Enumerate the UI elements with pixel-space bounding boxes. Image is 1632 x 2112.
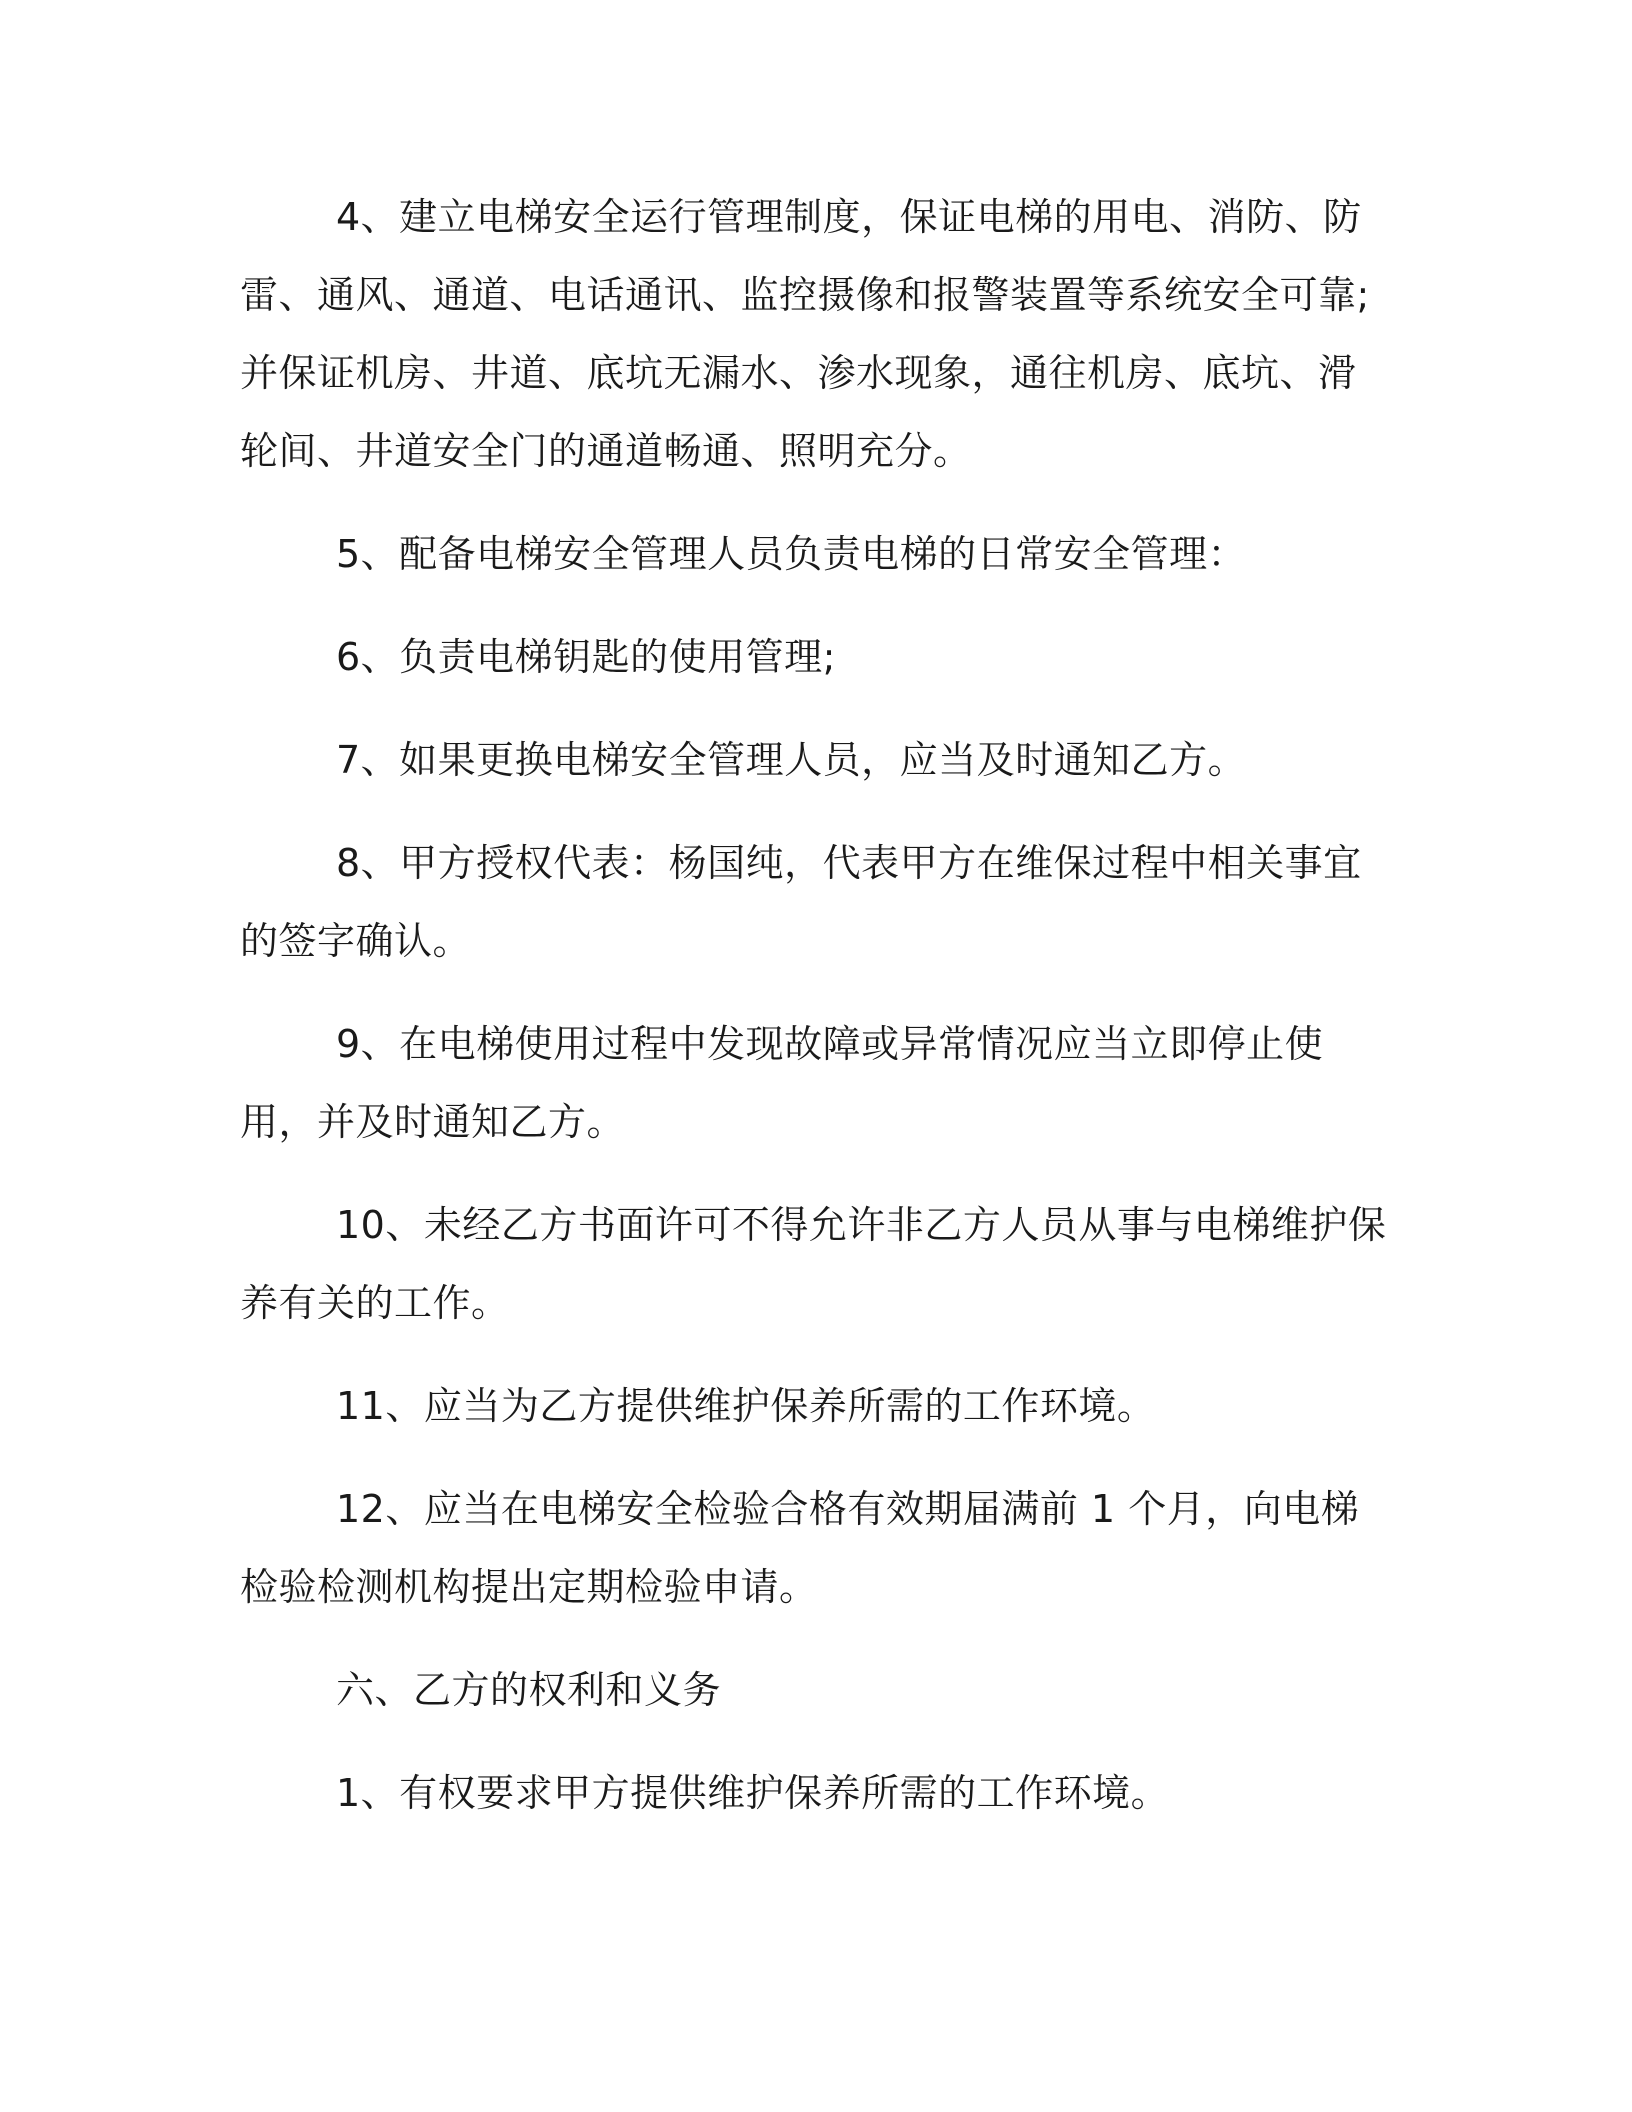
paragraph-item-9: 9、在电梯使用过程中发现故障或异常情况应当立即停止使用，并及时通知乙方。 — [240, 1022, 1324, 1144]
paragraph-item-10: 10、未经乙方书面许可不得允许非乙方人员从事与电梯维护保养有关的工作。 — [240, 1203, 1387, 1325]
paragraph-item-11: 11、应当为乙方提供维护保养所需的工作环境。 — [336, 1384, 1156, 1428]
section-heading-6: 六、乙方的权利和义务 — [336, 1668, 722, 1712]
paragraph-item-5: 5、配备电梯安全管理人员负责电梯的日常安全管理： — [336, 532, 1247, 576]
document-body — [240, 178, 1390, 1857]
paragraph-item-7: 7、如果更换电梯安全管理人员，应当及时通知乙方。 — [336, 738, 1247, 782]
paragraph-item-12: 12、应当在电梯安全检验合格有效期届满前 1 个月，向电梯检验检测机构提出定期检验申请。 — [240, 1487, 1360, 1609]
paragraph-item-6: 6、负责电梯钥匙的使用管理; — [336, 635, 836, 679]
paragraph-item-4: 4、建立电梯安全运行管理制度，保证电梯的用电、消防、防雷、通风、通道、电话通讯、监控摄像和报警装置等系统安全可靠;并保证机房、井道、底坑无漏水、渗水现象，通往机房、底坑、滑轮间、井道安全门的通道畅通、照明充分。 — [240, 195, 1370, 473]
paragraph-item-1: 1、有权要求甲方提供维护保养所需的工作环境。 — [336, 1771, 1170, 1815]
paragraph-item-8: 8、甲方授权代表：杨国纯，代表甲方在维保过程中相关事宜的签字确认。 — [240, 841, 1362, 963]
